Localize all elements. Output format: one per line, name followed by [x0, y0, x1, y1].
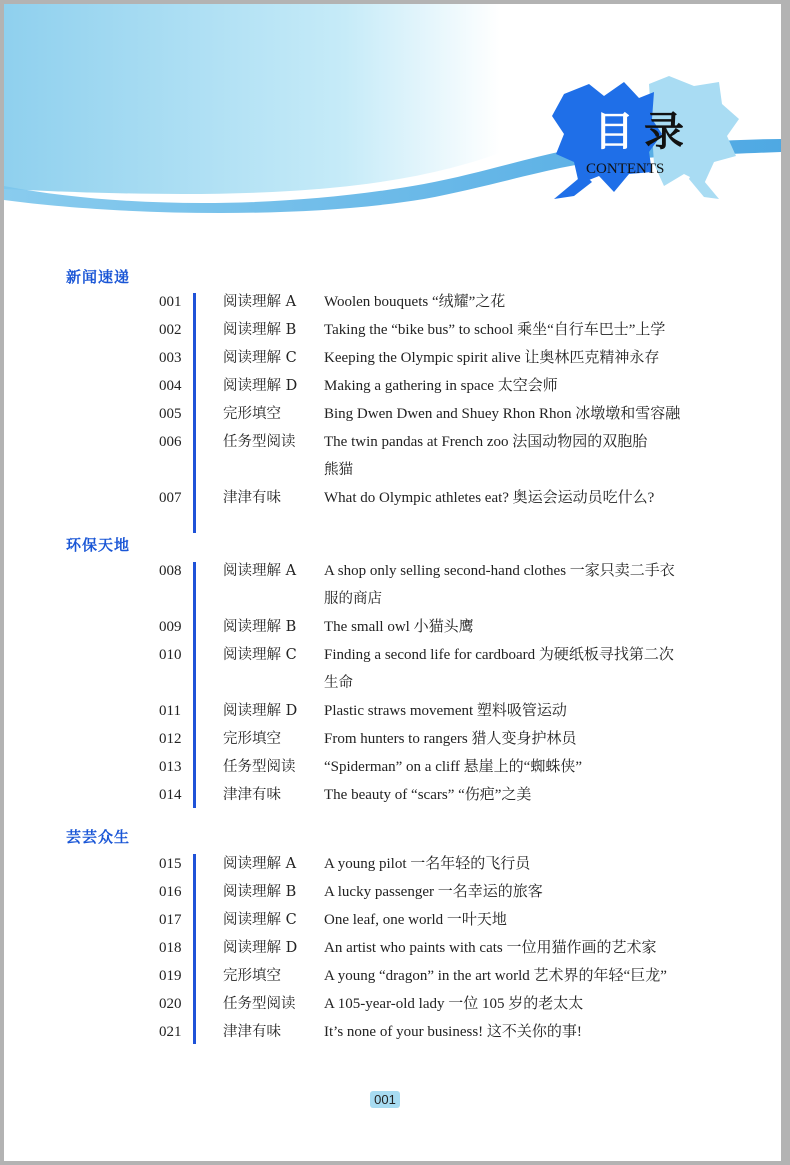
- entry-page: 008: [159, 563, 182, 579]
- entry-type: 任务型阅读: [223, 996, 296, 1012]
- entry-title-continued: 熊猫: [324, 462, 353, 478]
- entry-type: 阅读理解 D: [223, 378, 298, 394]
- entry-title: Keeping the Olympic spirit alive 让奥林匹克精神永存: [324, 350, 660, 366]
- entry-type: 阅读理解 D: [223, 940, 298, 956]
- entry-page: 017: [159, 912, 182, 928]
- entry-page: 005: [159, 406, 182, 422]
- entry-title: The twin pandas at French zoo 法国动物园的双胞胎: [324, 434, 648, 450]
- entry-type: 阅读理解 A: [223, 856, 297, 872]
- entry-page: 015: [159, 856, 182, 872]
- entry-title: An artist who paints with cats 一位用猫作画的艺术家: [324, 940, 657, 956]
- entry-title: Finding a second life for cardboard 为硬纸板寻找第二次: [324, 647, 674, 663]
- entry-type: 完形填空: [223, 731, 281, 747]
- entry-type: 阅读理解 A: [223, 294, 297, 310]
- entry-title: What do Olympic athletes eat? 奥运会运动员吃什么?: [324, 490, 655, 506]
- entry-type: 阅读理解 C: [223, 350, 297, 366]
- entry-page: 014: [159, 787, 182, 803]
- entry-title: A shop only selling second-hand clothes 一家只卖二手衣: [324, 563, 675, 579]
- entry-page: 009: [159, 619, 182, 635]
- entry-title: One leaf, one world 一叶天地: [324, 912, 507, 928]
- entry-page: 018: [159, 940, 182, 956]
- entry-title: A 105-year-old lady 一位 105 岁的老太太: [324, 996, 584, 1012]
- entry-page: 020: [159, 996, 182, 1012]
- section-divider: [193, 293, 196, 533]
- entry-page: 012: [159, 731, 182, 747]
- entry-page: 004: [159, 378, 182, 394]
- entry-type: 阅读理解 A: [223, 563, 297, 579]
- entry-type: 完形填空: [223, 968, 281, 984]
- entry-page: 001: [159, 294, 182, 310]
- entry-page: 003: [159, 350, 182, 366]
- entry-type: 阅读理解 C: [223, 912, 297, 928]
- entry-type: 阅读理解 D: [223, 703, 298, 719]
- entry-type: 完形填空: [223, 406, 281, 422]
- entry-type: 任务型阅读: [223, 434, 296, 450]
- entry-title: “Spiderman” on a cliff 悬崖上的“蜘蛛侠”: [324, 759, 582, 775]
- section-divider: [193, 562, 196, 808]
- entry-page: 002: [159, 322, 182, 338]
- logo-title-char-1: 目: [594, 109, 634, 155]
- entry-title-continued: 服的商店: [324, 591, 382, 607]
- entry-page: 019: [159, 968, 182, 984]
- entry-type: 津津有味: [223, 787, 281, 803]
- entry-type: 阅读理解 B: [223, 322, 297, 338]
- section-title: 新闻速递: [66, 268, 131, 286]
- entry-page: 013: [159, 759, 182, 775]
- entry-page: 010: [159, 647, 182, 663]
- entry-page: 016: [159, 884, 182, 900]
- entry-type: 阅读理解 B: [223, 884, 297, 900]
- entry-page: 007: [159, 490, 182, 506]
- entry-type: 津津有味: [223, 490, 281, 506]
- entry-type: 阅读理解 B: [223, 619, 297, 635]
- entry-title: Woolen bouquets “绒耀”之花: [324, 294, 506, 310]
- logo-title-char-2: 录: [644, 109, 684, 155]
- entry-type: 任务型阅读: [223, 759, 296, 775]
- logo-subtitle: CONTENTS: [586, 161, 665, 177]
- entry-title: A young pilot 一名年轻的飞行员: [324, 856, 531, 872]
- section-divider: [193, 854, 196, 1044]
- entry-page: 021: [159, 1024, 182, 1040]
- entry-type: 阅读理解 C: [223, 647, 297, 663]
- section-title: 芸芸众生: [66, 828, 131, 846]
- entry-type: 津津有味: [223, 1024, 281, 1040]
- entry-page: 011: [159, 703, 181, 719]
- entry-title: A lucky passenger 一名幸运的旅客: [324, 884, 543, 900]
- entry-title: It’s none of your business! 这不关你的事!: [324, 1024, 582, 1040]
- section-title: 环保天地: [66, 536, 131, 554]
- entry-title: A young “dragon” in the art world 艺术界的年轻“巨龙”: [324, 968, 667, 984]
- page-number: 001: [370, 1091, 400, 1108]
- entry-title: Taking the “bike bus” to school 乘坐“自行车巴士”上学: [324, 322, 666, 338]
- contents-page: [4, 4, 781, 1161]
- entry-title: Bing Dwen Dwen and Shuey Rhon Rhon 冰墩墩和雪容融: [324, 406, 681, 422]
- entry-title: Making a gathering in space 太空会师: [324, 378, 558, 394]
- entry-page: 006: [159, 434, 182, 450]
- entry-title: The beauty of “scars” “伤疤”之美: [324, 787, 532, 803]
- entry-title-continued: 生命: [324, 675, 353, 691]
- entry-title: From hunters to rangers 猎人变身护林员: [324, 731, 577, 747]
- entry-title: Plastic straws movement 塑料吸管运动: [324, 703, 567, 719]
- entry-title: The small owl 小猫头鹰: [324, 619, 474, 635]
